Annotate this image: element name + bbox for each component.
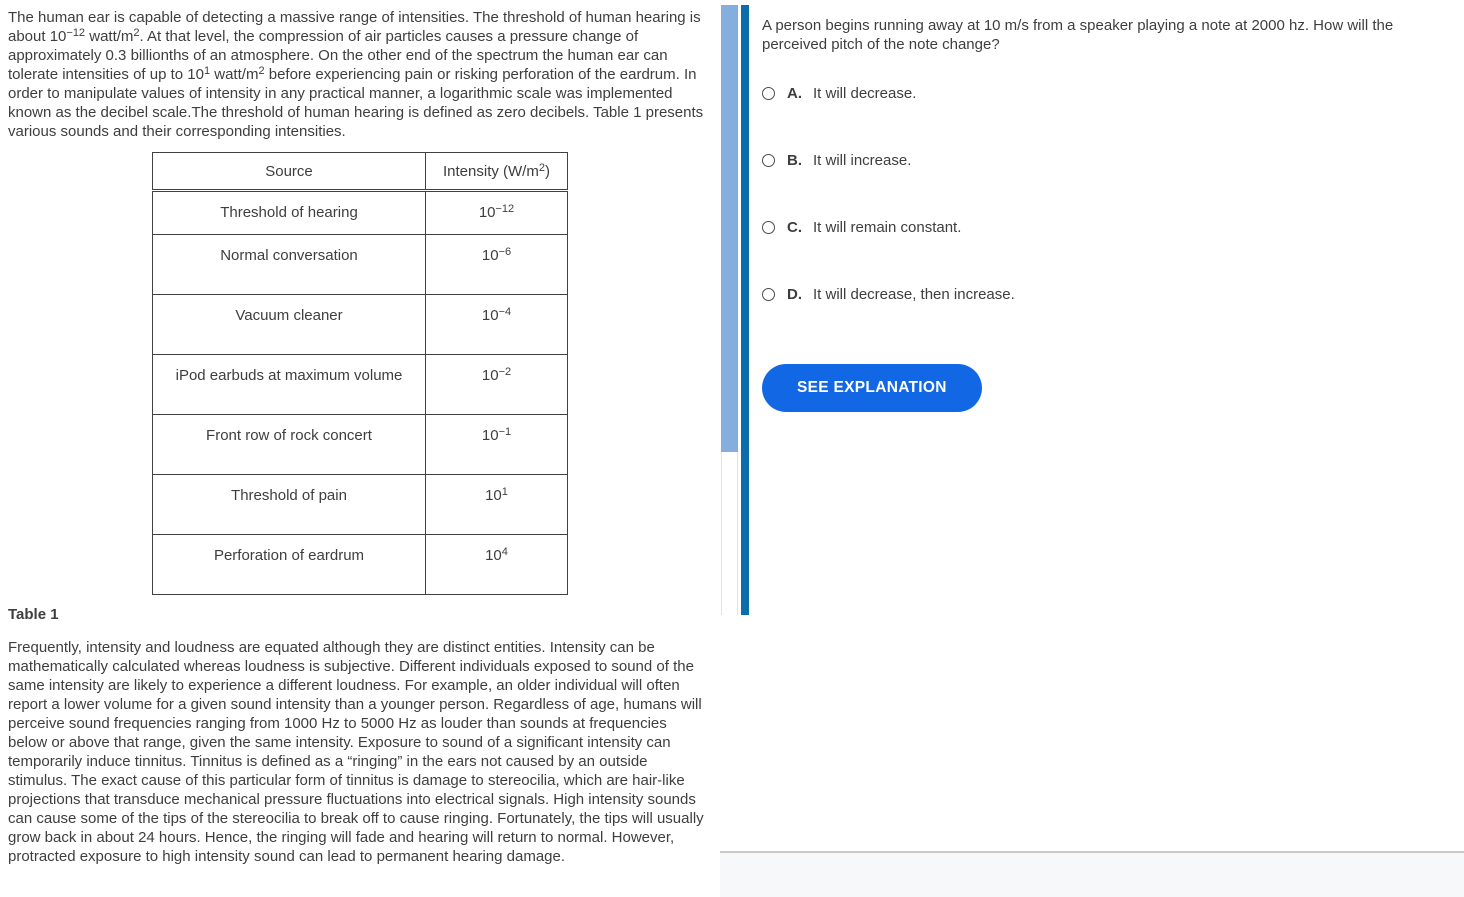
intensity-table-wrap	[152, 152, 710, 595]
intensity-cell: $10^1$	[426, 475, 568, 535]
exponent: 1	[501, 486, 508, 498]
intensity-table	[152, 152, 568, 595]
passage-text: . At that level, the compression of air particles causes a pressure change of approximately 0.3 billionths of an atmosphere. On the other end of the spectrum the human ear can tolerate intensities of up to 10	[8, 28, 668, 83]
option-text: It will decrease, then increase.	[813, 286, 1015, 303]
source-cell: Front row of rock concert	[153, 415, 426, 475]
option-letter: A.	[787, 85, 802, 102]
option-text: It will decrease.	[813, 85, 917, 102]
passage-paragraph-2: Frequently, intensity and loudness are equated although they are distinct entities. Intensity can be mathematically calculated whereas loudness is subjective. Different individuals exposed to sound of the same intensity are likely to experience a different loudness. For example, an older individual will often report a lower volume for a given sound intensity than a younger person. Regardless of age, humans will perceive sound frequencies ranging from 1000 Hz to 5000 Hz as louder than sounds at frequencies below or above that range, given the same intensity. Exposure to sound of a significant intensity can temporarily induce tinnitus. Tinnitus is defined as a “ringing” in the ears not caused by an outside stimulus. The exact cause of this particular form of tinnitus is damage to stereocilia, which are hair-like projections that transduce mechanical pressure fluctuations into electrical signals. High intensity sounds can cause some of the tips of the stereocilia to break off to cause ringing. Fortunately, the tips will usually grow back in about 24 hours. Hence, the ringing will fade and hearing will return to normal. However, protracted exposure to high intensity sound can lead to permanent hearing damage.	[8, 639, 704, 865]
pane-divider-bar	[741, 5, 749, 615]
exponent: 1	[203, 65, 211, 77]
passage-text: before experiencing pain or risking perforation of the eardrum. In order to manipulate values of intensity in any practical manner, a logarithmic scale was implemented known as the decibel scale.The threshold of human hearing is defined as zero decibels. Table 1 presents various sounds and their corresponding intensities.	[8, 66, 704, 140]
footer-bar	[720, 851, 1464, 897]
table-caption: Table 1	[8, 606, 59, 623]
radio-button-icon[interactable]	[762, 221, 775, 234]
source-cell: Threshold of hearing	[153, 191, 426, 235]
passage-text: watt/m	[210, 66, 259, 83]
intensity-cell: $10^{-12}$	[426, 191, 568, 235]
option-text: It will increase.	[813, 152, 912, 169]
intensity-cell: $10^{-1}$	[426, 415, 568, 475]
exponent: 2	[538, 161, 545, 174]
intensity-cell: $10^4$	[426, 535, 568, 595]
see-explanation-button[interactable]: SEE EXPLANATION	[762, 364, 982, 412]
passage-scrollbar-thumb[interactable]	[721, 5, 738, 452]
exponent: 2	[258, 65, 265, 77]
passage-pane	[0, 0, 712, 866]
option-letter: D.	[787, 286, 802, 303]
source-cell: iPod earbuds at maximum volume	[153, 355, 426, 415]
option-b[interactable]	[762, 151, 1454, 170]
option-letter: C.	[787, 219, 802, 236]
table-row	[153, 295, 568, 355]
source-cell: Vacuum cleaner	[153, 295, 426, 355]
answer-options	[762, 84, 1454, 304]
exponent: −12	[495, 203, 515, 215]
radio-button-icon[interactable]	[762, 288, 775, 301]
source-cell: Normal conversation	[153, 235, 426, 295]
source-cell: Perforation of eardrum	[153, 535, 426, 595]
question-pane	[749, 0, 1464, 412]
exponent: −2	[498, 366, 512, 378]
radio-button-icon[interactable]	[762, 154, 775, 167]
passage-text: The human ear is capable of detecting a massive range of intensities. The threshold of human hearing is about 10	[8, 9, 701, 45]
option-letter: B.	[787, 152, 802, 169]
exponent: −6	[498, 246, 512, 258]
passage-text: watt/m	[85, 28, 134, 45]
table-row	[153, 191, 568, 235]
option-c[interactable]	[762, 218, 1454, 237]
table-row	[153, 235, 568, 295]
option-d[interactable]	[762, 285, 1454, 304]
radio-button-icon[interactable]	[762, 87, 775, 100]
question-text: A person begins running away at 10 m/s from a speaker playing a note at 2000 hz. How will the perceived pitch of the note change?	[762, 17, 1394, 53]
table-row	[153, 535, 568, 595]
exponent: −12	[66, 27, 86, 39]
col-header-source: Source	[153, 153, 426, 191]
option-text: It will remain constant.	[813, 219, 962, 236]
intensity-cell: $10^{-4}$	[426, 295, 568, 355]
table-row	[153, 475, 568, 535]
exponent: 4	[501, 546, 508, 558]
exponent: −4	[498, 306, 512, 318]
intensity-cell: $10^{-6}$	[426, 235, 568, 295]
intensity-cell: $10^{-2}$	[426, 355, 568, 415]
col-header-intensity: Intensity $(W/m^2)$	[426, 153, 568, 191]
passage-paragraph-1	[8, 8, 710, 141]
table-row	[153, 355, 568, 415]
table-header-row	[153, 153, 568, 191]
exponent: −1	[498, 426, 512, 438]
option-a[interactable]	[762, 84, 1454, 103]
table-row	[153, 415, 568, 475]
exponent: 2	[133, 27, 140, 39]
source-cell: Threshold of pain	[153, 475, 426, 535]
